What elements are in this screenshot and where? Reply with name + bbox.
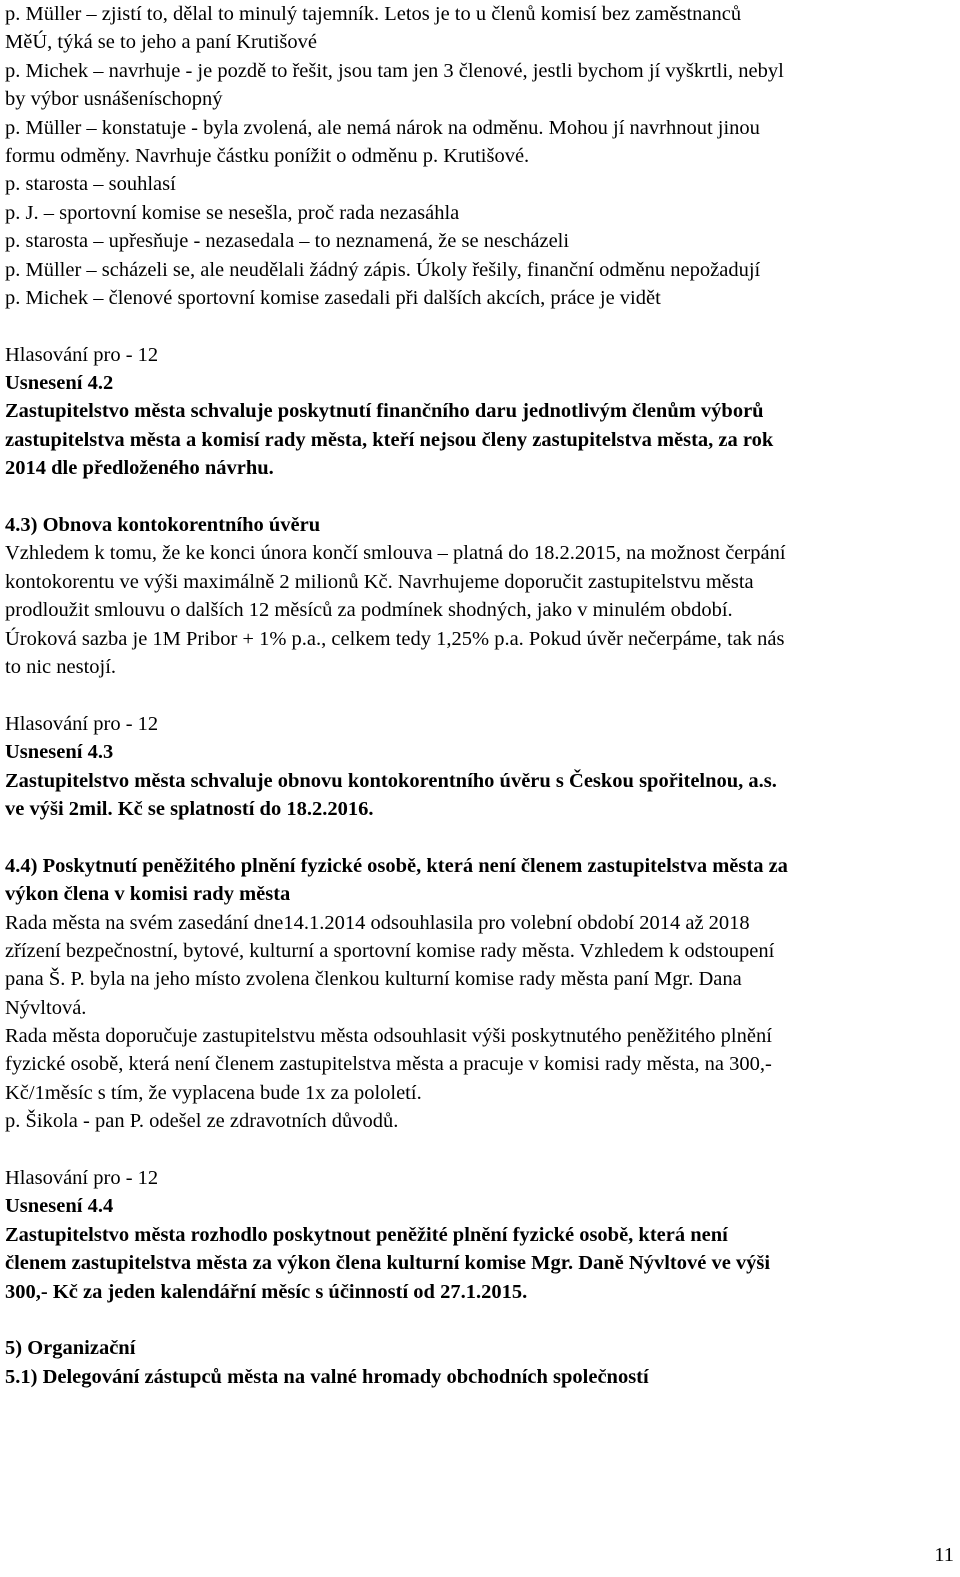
text-line: p. Müller – zjistí to, dělal to minulý tajemník. Letos je to u členů komisí bez zaměstnanců [5,3,742,25]
text-line: 4.4) Poskytnutí peněžitého plnění fyzické osobě, která není členem zastupitelstva města za [5,854,788,877]
text-line: zastupitelstva města a komisí rady města, kteří nejsou členy zastupitelstva města, za rok [5,428,774,451]
paragraph-gap [5,312,955,340]
text-line: MěÚ, týká se to jeho a paní Krutišové [5,31,317,54]
resolution-heading: Usnesení 4.4 [5,1195,114,1218]
vote-result: Hlasování pro - 12 [5,343,159,366]
text-line: p. starosta – upřesňuje - nezasedala – to neznamená, že se nescházeli [5,230,570,253]
text-line: to nic nestojí. [5,655,117,678]
paragraph-gap [5,1306,955,1334]
text-line: fyzické osobě, která není členem zastupitelstva města a pracuje v komisi rady města, na 300,- [5,1053,772,1076]
section-heading [5,852,955,909]
text-line: p. Šikola - pan P. odešel ze zdravotních důvodů. [5,1110,399,1133]
paragraph-gap [5,1136,955,1164]
section-heading: 4.3) Obnova kontokorentního úvěru [5,514,321,537]
paragraph-gap [5,681,955,709]
text-line: Úroková sazba je 1M Pribor + 1% p.a., celkem tedy 1,25% p.a. Pokud úvěr nečerpáme, tak nás [5,627,785,650]
text-line: Zastupitelstvo města schvaluje obnovu kontokorentního úvěru s Českou spořitelnou, a.s. [5,769,777,792]
vote-result: Hlasování pro - 12 [5,712,159,735]
text-line: p. Müller – scházeli se, ale neudělali žádný zápis. Úkoly řešily, finanční odměnu nepožadují [5,258,761,281]
section-body [5,539,955,681]
page-number: 11 [934,1544,954,1566]
text-line: Zastupitelstvo města schvaluje poskytnutí finančního daru jednotlivým členům výborů [5,400,764,423]
text-line: Kč/1měsíc s tím, že vyplacena bude 1x za pololetí. [5,1081,422,1104]
text-line: Vzhledem k tomu, že ke konci února končí smlouva – platná do 18.2.2015, na možnost čerpání [5,542,786,565]
text-line: Nývltová. [5,996,87,1019]
text-line: p. J. – sportovní komise se nesešla, proč rada nezasáhla [5,201,460,224]
text-line: formu odměny. Navrhuje částku ponížit o odměnu p. Krutišové. [5,144,530,167]
document-page [5,0,955,1391]
paragraph-gap [5,823,955,851]
resolution-text [5,767,955,824]
text-line: p. Michek – navrhuje - je pozdě to řešit, jsou tam jen 3 členové, jestli bychom jí vyškrtli, nebyl [5,59,784,82]
text-line: pana Š. P. byla na jeho místo zvolena členkou kulturní komise rady města paní Mgr. Dana [5,968,742,991]
text-line: p. Michek – členové sportovní komise zasedali při dalších akcích, práce je vidět [5,286,661,309]
text-line: 2014 dle předloženého návrhu. [5,457,274,480]
paragraph-gap [5,483,955,511]
text-line: kontokorentu ve výši maximálně 2 milionů Kč. Navrhujeme doporučit zastupitelstvu města [5,570,754,593]
intro-discussion [5,0,955,312]
text-line: členem zastupitelstva města za výkon člena kulturní komise Mgr. Daně Nývltové ve výši [5,1252,771,1275]
text-line: Zastupitelstvo města rozhodlo poskytnout peněžité plnění fyzické osobě, která není [5,1223,728,1246]
resolution-heading: Usnesení 4.3 [5,741,114,764]
text-line: ve výši 2mil. Kč se splatností do 18.2.2016. [5,797,374,820]
section-heading: 5) Organizační [5,1337,136,1360]
resolution-text [5,397,955,482]
subsection-heading: 5.1) Delegování zástupců města na valné hromady obchodních společností [5,1365,649,1388]
section-body [5,909,955,1136]
text-line: výkon člena v komisi rady města [5,883,291,906]
text-line: p. Müller – konstatuje - byla zvolená, ale nemá nárok na odměnu. Mohou jí navrhnout jinou [5,116,760,139]
text-line: prodloužit smlouvu o dalších 12 měsíců za podmínek shodných, jako v minulém období. [5,599,733,622]
resolution-text [5,1221,955,1306]
text-line: Rada města doporučuje zastupitelstvu města odsouhlasit výši poskytnutého peněžitého plnění [5,1025,772,1048]
text-line: 300,- Kč za jeden kalendářní měsíc s účinností od 27.1.2015. [5,1280,528,1303]
resolution-heading: Usnesení 4.2 [5,372,114,395]
text-line: Rada města na svém zasedání dne14.1.2014 odsouhlasila pro volební období 2014 až 2018 [5,911,750,934]
text-line: by výbor usnášeníschopný [5,88,223,111]
text-line: p. starosta – souhlasí [5,173,176,196]
vote-result: Hlasování pro - 12 [5,1167,159,1190]
text-line: zřízení bezpečnostní, bytové, kulturní a sportovní komise rady města. Vzhledem k odstoupení [5,939,775,962]
